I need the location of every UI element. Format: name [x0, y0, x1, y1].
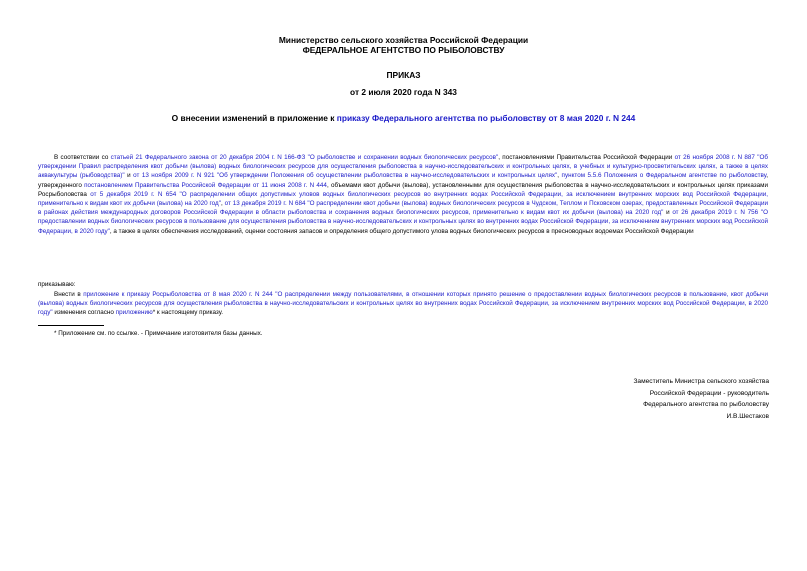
- directive-text: изменения согласно: [52, 309, 116, 317]
- preamble-text: , а также в целях обеспечения исследований, оценки состояния запасов и определения общего допустимого улова водных биологических ресурсов в пресноводных водоемах Российской Федерации: [109, 227, 694, 235]
- order-756-link[interactable]: от 26 декабря 2019 г. N 756 "О предоставлении водных биологических ресурсов в пользование для осуществления рыболовства в научно-исследовательских и контрольных целях во внутренних водах Российской Федерации, за исключением внутренних морских вод Российской Федерации, в 2020 году": [38, 209, 768, 235]
- footnote: * Приложение см. по ссылке. - Примечание изготовителя базы данных.: [54, 330, 263, 337]
- signature-position: Заместитель Министра сельского хозяйства: [633, 378, 769, 385]
- preamble-text: и: [663, 209, 673, 217]
- decree-921-link[interactable]: от 13 ноября 2009 г. N 921 "Об утверждении Положения об осуществлении рыболовства в научно-исследовательских и контрольных целях": [133, 172, 558, 180]
- signature-block: [549, 376, 769, 422]
- preamble-text: ,: [557, 172, 562, 180]
- decree-444-link[interactable]: постановлением Правительства Российской Федерации от 11 июня 2008 г. N 444: [84, 181, 327, 189]
- doc-type-heading: ПРИКАЗ: [386, 70, 421, 80]
- ministry-heading: Министерство сельского хозяйства Российской Федерации: [278, 35, 529, 45]
- appendix-link[interactable]: приложению: [115, 309, 153, 317]
- preamble-text: В соответствии со: [54, 154, 111, 161]
- directive-text: * к настоящему приказу.: [152, 309, 224, 317]
- doc-date: от 2 июля 2020 года N 343: [350, 87, 457, 97]
- regulation-link[interactable]: пунктом 5.5.6 Положения о Федеральном агентстве по рыболовству: [561, 172, 767, 180]
- signature-position: Федерального агентства по рыболовству: [643, 401, 769, 409]
- title-link[interactable]: приказу Федерального агентства по рыболовству от 8 мая 2020 г. N 244: [336, 113, 636, 123]
- signature-name: И.В.Шестаков: [726, 412, 769, 420]
- preamble-text: , объемами квот добычи (вылова), установленными для осуществления рыболовства в научно-исследовательских и контрольных целях приказами Росрыболовства: [38, 181, 768, 198]
- preamble-text: ,: [220, 200, 225, 208]
- agency-heading: ФЕДЕРАЛЬНОЕ АГЕНТСТВО ПО РЫБОЛОВСТВУ: [302, 45, 505, 55]
- order-244-link[interactable]: приложение к приказу Росрыболовства от 8 мая 2020 г. N 244 "О распределении между пользователями, в отношении которых принято решение о предоставлении водных биологических ресурсов в пользование, квот добычи (вылова) водных биологических ресурсов для осуществления рыболовства в научно-исследовательских и контрольных целях во внутренних водах Российской Федерации, за исключением внутренних морских вод Российской Федерации, в 2020 году": [38, 291, 769, 317]
- preamble-text: , постановлениями Правительства Российской Федерации: [498, 154, 675, 161]
- document-title: [0, 113, 807, 123]
- decree-887-link[interactable]: от 26 ноября 2008 г. N 887 "Об утверждении Правил распределения квот добычи (вылова) водных биологических ресурсов для осуществления рыболовства в научно-исследовательских и контрольных целях, в учебных и культурно-просветительских целях, а также в целях аквакультуры (рыбоводства)": [38, 154, 768, 180]
- preamble-paragraph: [38, 153, 768, 236]
- preamble-text: и: [124, 172, 134, 180]
- order-684-link[interactable]: от 13 декабря 2019 г. N 684 "О распределении квот добычи (вылова) водных биологических ресурсов в Чудском, Теплом и Псковском озерах, предоставленных Российской Федерации в районах действия международных договоров Российской Федерации в области рыболовства и сохранения водных биологических ресурсов, применительно к видам квот их добычи (вылова) на 2020 год": [38, 200, 768, 217]
- order-word: приказываю:: [38, 281, 76, 288]
- order-654-link[interactable]: от 5 декабря 2019 г. N 654 "О распределении общих допустимых уловов водных биологических ресурсов во внутренних водах Российской Федерации, за исключением внутренних морских вод Российской Федерации, применительно к видам квот их добычи (вылова) на 2020 год": [38, 190, 768, 208]
- law-link[interactable]: статьей 21 Федерального закона от 20 декабря 2004 г. N 166-ФЗ "О рыболовстве и сохранении водных биологических ресурсов": [110, 154, 499, 161]
- footnote-divider: [38, 325, 104, 326]
- directive-text: Внести в: [54, 291, 84, 298]
- signature-position: Российской Федерации - руководитель: [649, 389, 769, 397]
- preamble-text: , утвержденного: [38, 172, 768, 189]
- directive-paragraph: [38, 290, 768, 318]
- title-prefix: О внесении изменений в приложение к: [171, 113, 337, 123]
